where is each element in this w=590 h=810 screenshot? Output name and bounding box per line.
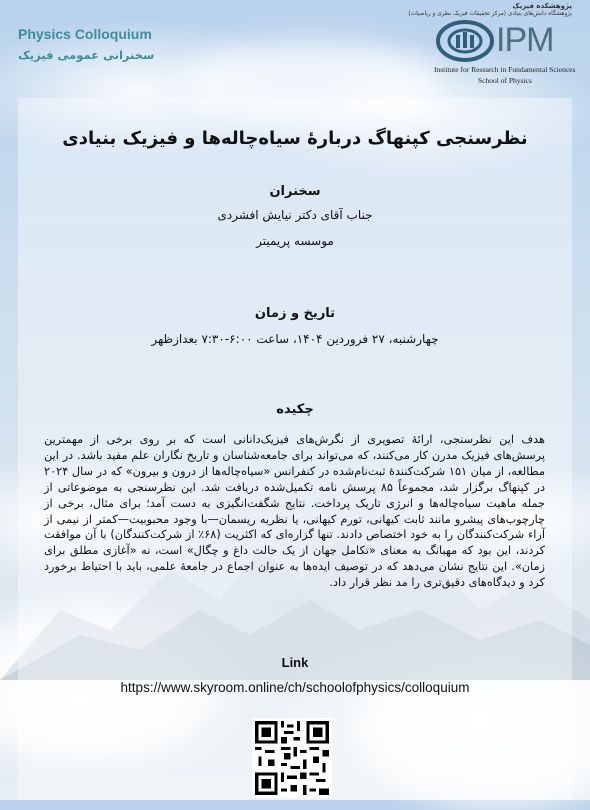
ipm-emblem-icon <box>436 20 494 62</box>
qr-code-icon[interactable] <box>252 718 332 798</box>
link-label: Link <box>281 655 309 670</box>
logo-acronym: IPM <box>496 21 554 59</box>
meeting-link[interactable]: https://www.skyroom.online/ch/schoolofphysics/colloquium <box>120 680 470 695</box>
colloquium-title-en: Physics Colloquium <box>18 26 152 42</box>
speaker-affiliation: موسسه پریمیتر <box>256 234 334 248</box>
datetime-value: چهارشنبه، ۲۷ فروردین ۱۴۰۴، ساعت ۶:۰۰-۷:۳۰ بعدازظهر <box>151 332 439 346</box>
colloquium-header <box>18 26 154 62</box>
logo-school-fa: پژوهشکده فیزیک <box>512 2 572 10</box>
colloquium-title-fa: سخنرانی عمومی فیزیک <box>18 48 155 62</box>
abstract-heading: چکیده <box>276 402 314 417</box>
ipm-logo <box>408 2 582 94</box>
speaker-name: جناب آقای دکتر نیایش افشردی <box>217 208 373 222</box>
speaker-heading: سخنران <box>269 184 321 199</box>
abstract-text: هدف این نظرسنجی، ارائهٔ تصویری از نگرش‌های فیزیک‌دانانی است که بر روی برخی از مهمترین پرسش‌های فیزیک مدرن کار می‌کنند، که می‌تواند برای جامعه‌شناسان و تاریخ نگاران علم مفید باشد. در این مطالعه، از میان ۱۵۱ شرکت‌کنندهٔ ثبت‌نام‌شده در کنفرانس «سیاه‌چاله‌ها از درون و بیرون» که در سال ۲۰۲۴ در کپنهاگ برگزار شد، مجموعاً ۸۵ پرسش نامه تکمیل‌شده دریافت شد. این نظرسنجی به موضوعاتی از جمله ماهیت سیاه‌چاله‌ها و انرژی تاریک پرداخت. نتایج شگفت‌انگیزی به دست آمد؛ برای مثال، برخی از چارچوب‌های پیشرو مانند ثابت کیهانی، تورم کیهانی، یا نظریه ریسمان—با وجود محبوبیت—کمتر از نیمی از آراء شرکت‌کنندگان را به خود اختصاص دادند. تنها گزاره‌ای که اکثریت (۶۸٪ از شرکت‌کنندگان) با آن موافقت کردند، این بود که مهبانگ به معنای «تکامل جهان از یک حالت داغ و چگال» است، نه «آغازی مطلق برای زمان». این نتایج نشان می‌دهد که در توصیف ایده‌ها به عنوان اجماع در جامعهٔ علمی، باید با احتیاط برخورد کرد و دیدگاه‌های دقیق‌تری را مد نظر قرار داد. <box>44 433 545 590</box>
datetime-heading: تاریخ و زمان <box>254 306 336 321</box>
logo-institute-fa: پژوهشگاه دانش‌های بنیادی (مرکز تحقیقات فیزیک نظری و ریاضیات) <box>408 11 572 17</box>
logo-school-en: School of Physics <box>478 76 532 85</box>
talk-title: نظرسنجی کپنهاگ دربارهٔ سیاه‌چاله‌ها و فیزیک بنیادی <box>62 128 528 149</box>
logo-institute-en: Institute for Research in Fundamental Sciences <box>434 65 576 74</box>
